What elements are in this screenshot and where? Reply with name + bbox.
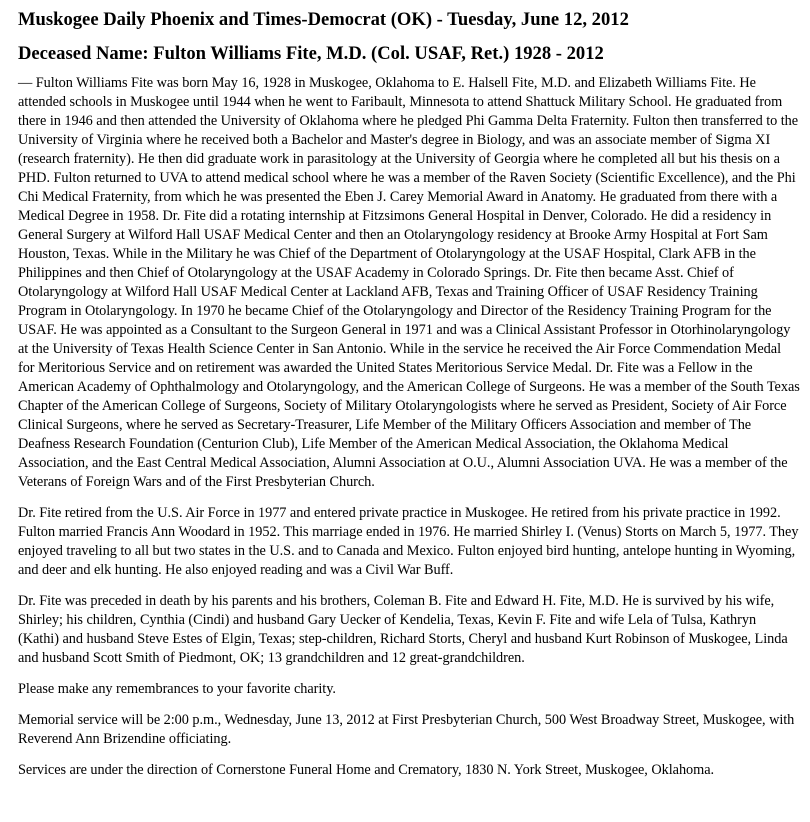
deceased-name-heading: Deceased Name: Fulton Williams Fite, M.D. (Col. USAF, Ret.) 1928 - 2012 (18, 43, 604, 64)
retirement-paragraph: Dr. Fite retired from the U.S. Air Force in 1977 and entered private practice in Muskogee. He retired from his private practice in 1992. Fulton married Francis Ann Woodard in 1952. This marriage ended in 1976. He married Shirley I. (Venus) Storts on March 5, 1977. They enjoyed traveling to all but two states in the U.S. and to Canada and Mexico. Fulton enjoyed bird hunting, antelope hunting in Wyoming, and deer and elk hunting. He also enjoyed reading and was a Civil War Buff. (18, 505, 799, 578)
obituary-body (18, 74, 800, 780)
funeral-home-paragraph: Services are under the direction of Cornerstone Funeral Home and Crematory, 1830 N. York Street, Muskogee, Oklahoma. (18, 762, 715, 778)
biography-paragraph: — Fulton Williams Fite was born May 16, 1928 in Muskogee, Oklahoma to E. Halsell Fite, M.D. and Elizabeth Williams Fite. He attended schools in Muskogee until 1944 when he went to Faribault, Minnesota to attend Shattuck Military School. He graduated from there in 1946 and then attended the University of Oklahoma where he pledged Phi Gamma Delta Fraternity. Fulton then transferred to the University of Virginia where he received both a Bachelor and Master's degree in Biology, and was an associate member of Sigma XI (research fraternity). He then did graduate work in parasitology at the University of Georgia where he completed all but his thesis on a PHD. Fulton returned to UVA to attend medical school where he was a member of the Raven Society (Scientific Excellence), and the Phi Chi Medical Fraternity, from which he was presented the Eben J. Carey Memorial Award in Anatomy. He graduated from there with a Medical Degree in 1958. Dr. Fite did a rotating internship at Fitzsimons General Hospital in Denver, Colorado. He did a residency in General Surgery at Wilford Hall USAF Medical Center and then an Otolaryngology residency at Brooke Army Hospital at Fort Sam Houston, Texas. While in the Military he was Chief of the Department of Otolaryngology at the USAF Hospital, Clark AFB in the Philippines and then Chief of Otolaryngology at the USAF Academy in Colorado Springs. Dr. Fite then became Asst. Chief of Otolaryngology at Wilford Hall USAF Medical Center at Lackland AFB, Texas and Training Officer of USAF Residency Training Program in Otolaryngology. In 1970 he became Chief of the Otolaryngology and Director of the Residency Training Program for the USAF. He was appointed as a Consultant to the Surgeon General in 1971 and was a Clinical Assistant Professor in Otorhinolaryngology at the University of Texas Health Science Center in San Antonio. While in the service he received the Air Force Commendation Medal for Meritorious Service and on retirement was awarded the United States Meritorious Service Medal. Dr. Fite was a Fellow in the American Academy of Ophthalmology and Otolaryngology, and the American College of Surgeons. He was a member of the South Texas Chapter of the American College of Surgeons, Society of Military Otolaryngologists where he served as President, Society of Air Force Clinical Surgeons, where he served as Secretary-Treasurer, Life Member of the Military Officers Association and member of The Deafness Research Foundation (Centurion Club), Life Member of the American Medical Association, the Oklahoma Medical Association, and the East Central Medical Association, Alumni Association at O.U., Alumni Association UVA. He was a member of the Veterans of Foreign Wars and of the First Presbyterian Church. (18, 75, 800, 490)
family-paragraph: Dr. Fite was preceded in death by his parents and his brothers, Coleman B. Fite and Edward H. Fite, M.D. He is survived by his wife, Shirley; his children, Cynthia (Cindi) and husband Gary Uecker of Kendelia, Texas, Kevin F. Fite and wife Lela of Tulsa, Kathryn (Kathi) and husband Steve Estes of Elgin, Texas; step-children, Richard Storts, Cheryl and husband Kurt Robinson of Muskogee, Linda and husband Scott Smith of Piedmont, OK; 13 grandchildren and 12 great-grandchildren. (18, 593, 788, 666)
newspaper-source-heading: Muskogee Daily Phoenix and Times-Democrat (OK) - Tuesday, June 12, 2012 (18, 9, 629, 30)
remembrances-paragraph: Please make any remembrances to your favorite charity. (18, 681, 336, 697)
memorial-service-paragraph: Memorial service will be 2:00 p.m., Wednesday, June 13, 2012 at First Presbyterian Church, 500 West Broadway Street, Muskogee, with Reverend Ann Brizendine officiating. (18, 712, 795, 747)
